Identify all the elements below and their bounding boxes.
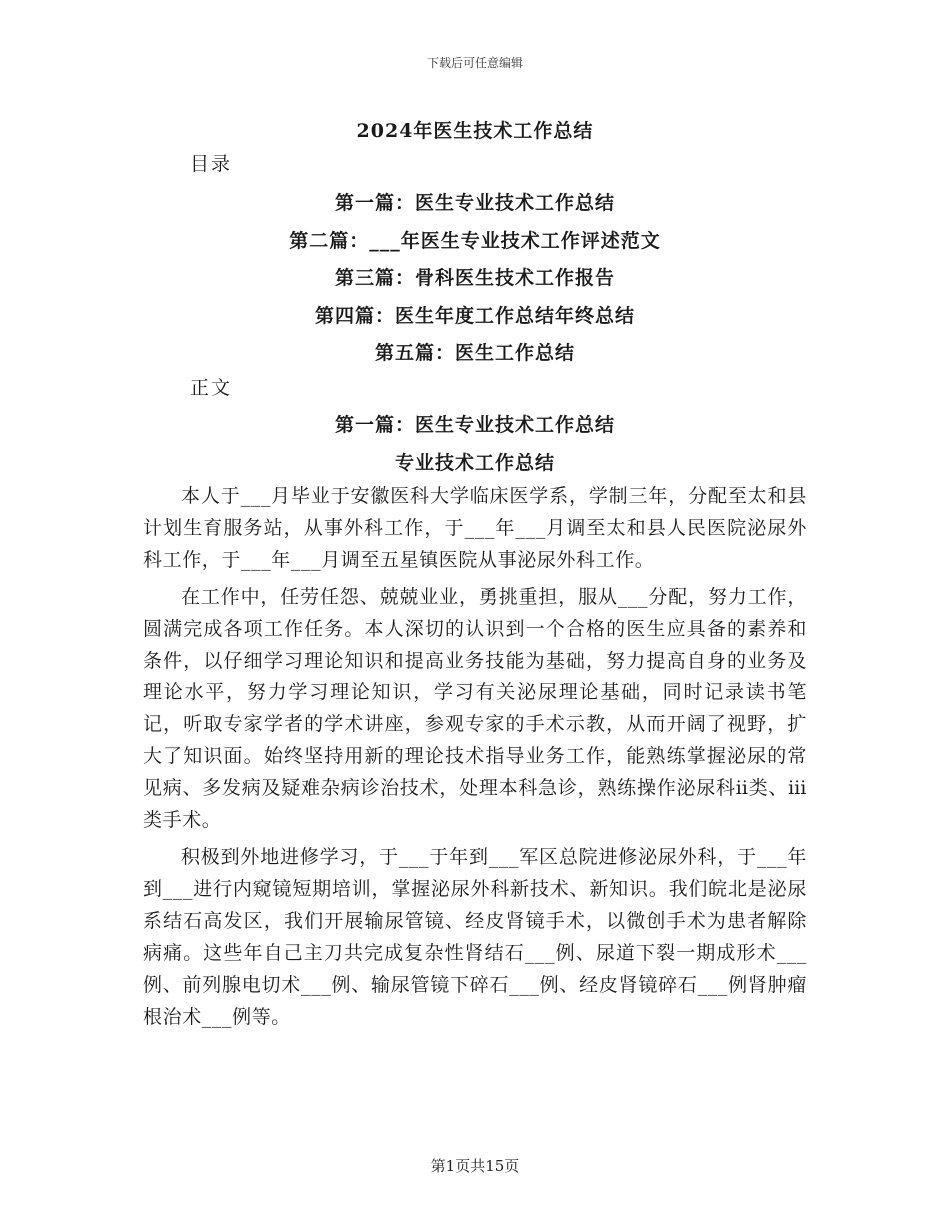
document-title: 2024年医生技术工作总结 xyxy=(356,120,594,142)
toc-item: 第一篇：医生专业技术工作总结 xyxy=(334,192,615,214)
toc-item: 第三篇：骨科医生技术工作报告 xyxy=(334,267,615,289)
body-label: 正文 xyxy=(190,377,233,399)
toc-item: 第五篇：医生工作总结 xyxy=(374,342,575,364)
paragraph: 在工作中，任劳任怨、兢兢业业，勇挑重担，服从___分配，努力工作，圆满完成各项工作任务。本人深切的认识到一个合格的医生应具备的素养和条件，以仔细学习理论知识和提高业务技能为基础，努力提高自身的业务及理论水平，努力学习理论知识，学习有关泌尿理论基础，同时记录读书笔记，听取专家学者的学术讲座，参观专家的手术示教，从而开阔了视野，扩大了知识面。始终坚持用新的理论技术指导业务工作，能熟练掌握泌尿的常见病、多发病及疑难杂病诊治技术，处理本科急诊，熟练操作泌尿科ⅱ类、ⅲ类手术。 xyxy=(143,585,807,832)
toc-label: 目录 xyxy=(190,153,233,175)
paragraph: 积极到外地进修学习，于___于年到___军区总院进修泌尿外科，于___年到___进行内窥镜短期培训，掌握泌尿外科新技术、新知识。我们皖北是泌尿系结石高发区，我们开展输尿管镜、经皮肾镜手术，以微创手术为患者解除病痛。这些年自己主刀共完成复杂性肾结石___例、尿道下裂一期成形术___例、前列腺电切术___例、输尿管镜下碎石___例、经皮肾镜碎石___例肾肿瘤根治术___例等。 xyxy=(143,845,807,1028)
header-note: 下载后可任意编辑 xyxy=(426,56,523,70)
section-title: 第一篇：医生专业技术工作总结 xyxy=(334,414,615,436)
table-of-contents xyxy=(0,185,950,373)
page-number: 第1页共15页 xyxy=(430,1157,520,1175)
toc-item: 第四篇：医生年度工作总结年终总结 xyxy=(314,304,635,327)
section-subtitle: 专业技术工作总结 xyxy=(394,452,555,474)
body-text xyxy=(143,481,807,1038)
paragraph: 本人于___月毕业于安徽医科大学临床医学系，学制三年，分配至太和县计划生育服务站，从事外科工作，于___年___月调至太和县人民医院泌尿外科工作，于___年___月调至五星镇医院从事泌尿外科工作。 xyxy=(143,485,807,571)
toc-item: 第二篇：___年医生专业技术工作评述范文 xyxy=(289,229,661,252)
